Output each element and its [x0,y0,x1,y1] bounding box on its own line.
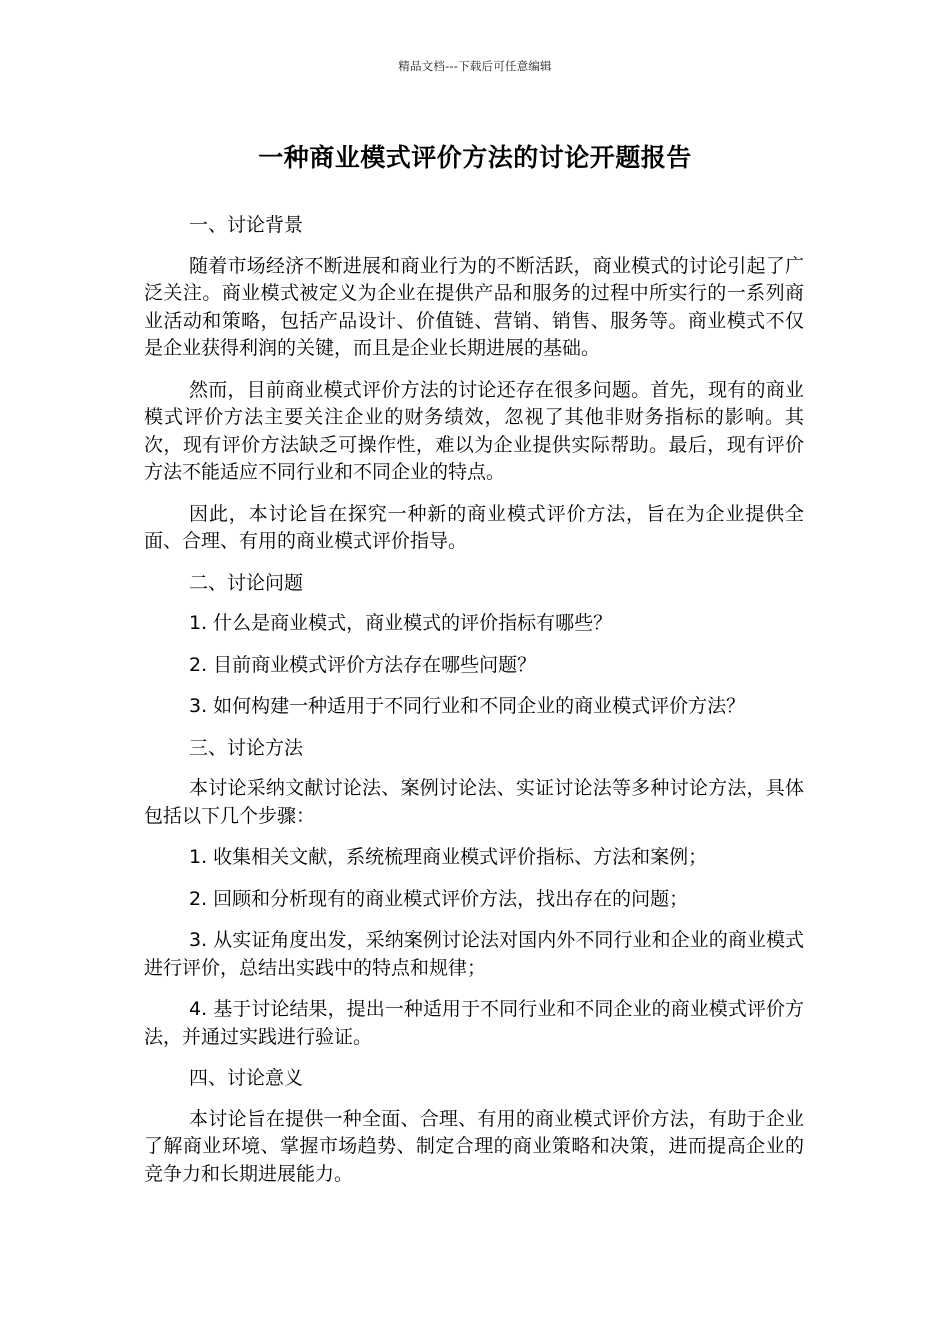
section-heading-background: 一、讨论背景 [189,214,304,236]
paragraph-significance: 本讨论旨在提供一种全面、合理、有用的商业模式评价方法，有助于企业了解商业环境、掌握市场趋势、制定合理的商业策略和决策，进而提高企业的竞争力和长期进展能力。 [144,1107,804,1185]
paragraph-methods-intro: 本讨论采纳文献讨论法、案例讨论法、实证讨论法等多种讨论方法，具体包括以下几个步骤： [144,777,804,827]
question-item-2: 2. 目前商业模式评价方法存在哪些问题？ [189,653,537,676]
question-item-1: 1. 什么是商业模式，商业模式的评价指标有哪些？ [189,612,613,634]
document-title: 一种商业模式评价方法的讨论开题报告 [258,143,692,172]
section-heading-significance: 四、讨论意义 [189,1067,304,1089]
paragraph-background-1: 随着市场经济不断进展和商业行为的不断活跃，商业模式的讨论引起了广泛关注。商业模式被定义为企业在提供产品和服务的过程中所实行的一系列商业活动和策略，包括产品设计、价值链、营销、销售、服务等。商业模式不仅是企业获得利润的关键，而且是企业长期进展的基础。 [144,254,804,359]
method-step-4: 4. 基于讨论结果，提出一种适用于不同行业和不同企业的商业模式评价方法，并通过实践进行验证。 [144,998,804,1048]
question-item-3: 3. 如何构建一种适用于不同行业和不同企业的商业模式评价方法？ [189,695,746,717]
document-body [144,212,804,1202]
method-step-2: 2. 回顾和分析现有的商业模式评价方法，找出存在的问题； [189,887,689,910]
paragraph-background-3: 因此，本讨论旨在探究一种新的商业模式评价方法，旨在为企业提供全面、合理、有用的商业模式评价指导。 [144,502,804,552]
paragraph-background-2: 然而，目前商业模式评价方法的讨论还存在很多问题。首先，现有的商业模式评价方法主要关注企业的财务绩效，忽视了其他非财务指标的影响。其次，现有评价方法缺乏可操作性，难以为企业提供实际帮助。最后，现有评价方法不能适应不同行业和不同企业的特点。 [144,378,804,483]
section-heading-methods: 三、讨论方法 [189,736,304,759]
method-step-3: 3. 从实证角度出发，采纳案例讨论法对国内外不同行业和企业的商业模式进行评价，总结出实践中的特点和规律； [144,929,804,979]
method-step-1: 1. 收集相关文献，系统梳理商业模式评价指标、方法和案例； [189,846,708,868]
page-header-note: 精品文档---下载后可任意编辑 [398,59,552,73]
section-heading-questions: 二、讨论问题 [189,571,304,594]
